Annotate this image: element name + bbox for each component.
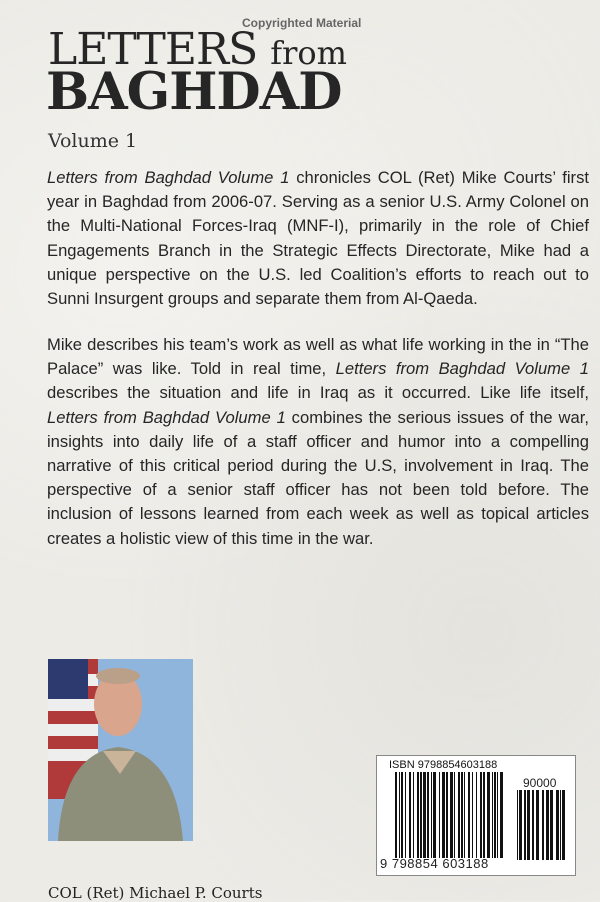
barcode-bar <box>420 772 422 858</box>
barcode-bar <box>519 790 522 860</box>
text: chronicles COL (Ret) Mike Courts’ first year in Baghdad from 2006-07. Serving as a senior U.S. Army Colonel on the Multi-National Forces-Iraq (MNF-I), primarily in the role of Chief Engagements Branch in the Strategic Effects Directorate, Mike had a unique perspective on the U.S. led Coalition’s efforts to reach out to Sunni Insurgent groups and separate them from Al-Qaeda. <box>47 168 589 309</box>
barcode-bar <box>405 772 406 858</box>
barcode-bar <box>461 772 463 858</box>
description-paragraph-1 <box>47 166 589 311</box>
book-title-italic: Letters from Baghdad Volume 1 <box>47 168 290 187</box>
description-paragraph-2 <box>47 333 589 551</box>
text: describes the situation and life in Iraq as it occurred. Like life itself, <box>47 383 589 403</box>
barcode-bar <box>417 772 419 858</box>
barcode-bar <box>480 772 482 858</box>
title-line-2: BAGHDAD <box>46 62 342 122</box>
barcode-bar <box>492 772 493 858</box>
barcode-bar <box>546 790 549 860</box>
copyright-watermark: Copyrighted Material <box>242 16 362 30</box>
text: combines the serious issues of the war, insights into daily life of a staff officer and humor into a compelling narrative of this critical period during the U.S, involvement in Iraq. The perspective of a senior staff officer has not been told before. The inclusion of lessons learned from each week as well as topical articles creates a holistic view of this time in the war. <box>47 407 589 548</box>
volume-label: Volume 1 <box>48 130 138 152</box>
barcode-bar <box>464 772 465 858</box>
barcode-bar <box>524 790 526 860</box>
title-letters: LETTERS <box>48 24 258 75</box>
barcode-bar <box>395 772 397 858</box>
barcode-bars <box>395 772 505 858</box>
barcode-bar <box>550 790 553 860</box>
barcode-bar <box>476 772 477 858</box>
barcode-bar <box>483 772 485 858</box>
barcode-bar <box>560 790 561 860</box>
barcode-bar <box>439 772 440 858</box>
barcode-bar <box>401 772 403 858</box>
barcode-bar <box>413 772 414 858</box>
barcode-bar <box>497 772 498 858</box>
barcode-bar <box>409 772 411 858</box>
barcode-bar <box>562 790 565 860</box>
book-title-italic: Letters from Baghdad Volume 1 <box>47 407 286 427</box>
barcode-bar <box>468 772 470 858</box>
barcode-bar <box>458 772 460 858</box>
barcode-bar <box>527 790 530 860</box>
barcode-bar <box>487 772 490 858</box>
barcode-bar <box>472 772 473 858</box>
text: Mike describes his team’s work as well as what life working in the in “The Palace” was like. Told in real time, <box>47 335 589 379</box>
barcode-bar <box>433 772 436 858</box>
barcode-bar <box>517 790 518 860</box>
barcode-bar <box>536 790 539 860</box>
title-from: from <box>270 34 347 72</box>
barcode-digits: 9 798854 603188 <box>380 856 489 871</box>
barcode-bar <box>427 772 429 858</box>
barcode-bar <box>454 772 455 858</box>
barcode-bar <box>442 772 445 858</box>
barcode-bar <box>399 772 400 858</box>
barcode-bar <box>450 772 453 858</box>
barcode-bar <box>423 772 426 858</box>
book-title-italic: Letters from Baghdad Volume 1 <box>335 359 589 379</box>
barcode-bar <box>494 772 496 858</box>
barcode-bar <box>431 772 432 858</box>
barcode-bar <box>532 790 534 860</box>
isbn-label: ISBN 9798854603188 <box>389 759 498 771</box>
price-addon: 90000 <box>523 776 557 790</box>
isbn-barcode <box>376 755 576 876</box>
barcode-bar <box>500 772 503 858</box>
barcode-bar <box>542 790 544 860</box>
author-photo <box>48 659 193 841</box>
barcode-bar <box>556 790 559 860</box>
barcode-bar <box>446 772 448 858</box>
author-name: COL (Ret) Michael P. Courts <box>48 884 263 902</box>
addon-bars <box>517 790 565 860</box>
